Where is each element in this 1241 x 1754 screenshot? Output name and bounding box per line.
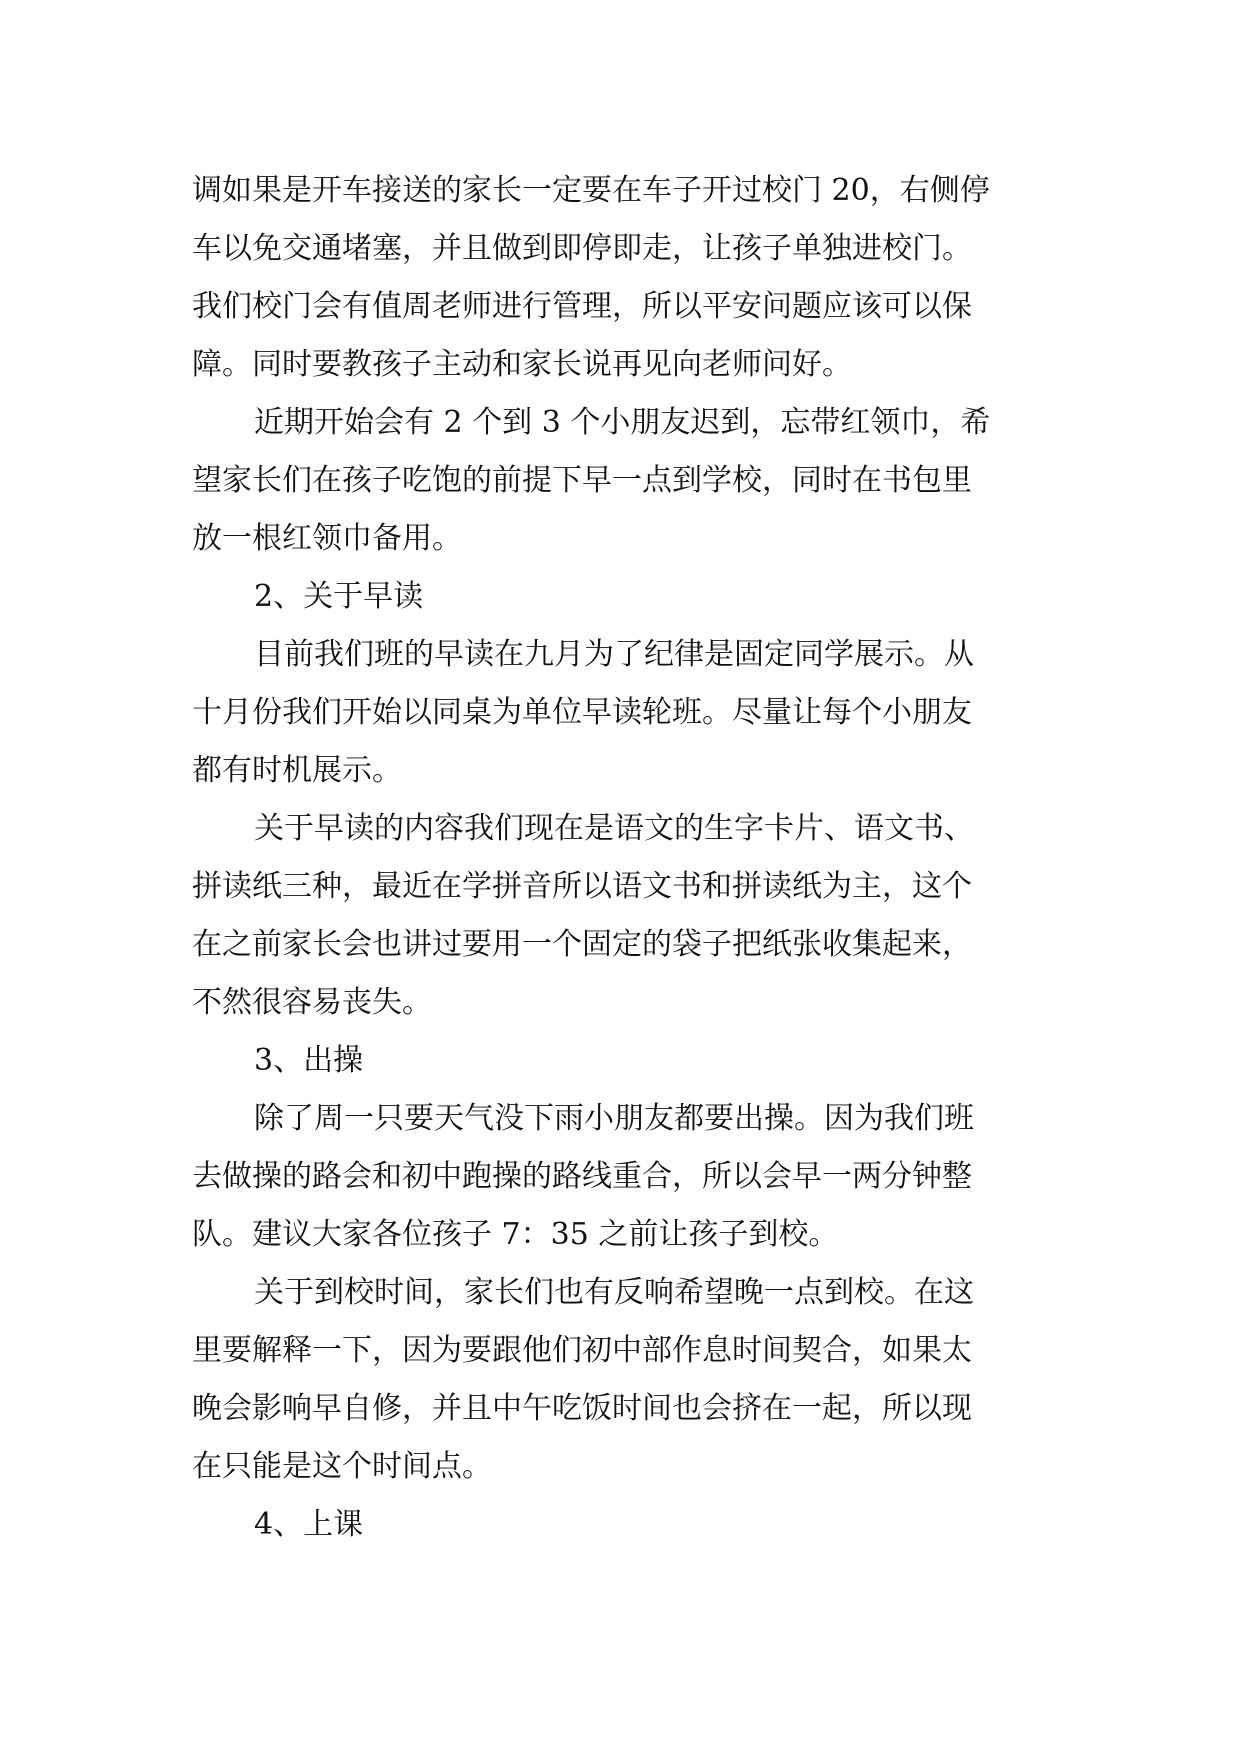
paragraph-arrival-time bbox=[192, 1264, 1062, 1496]
section-heading-exercise bbox=[192, 1032, 1062, 1090]
heading-text: 3、出操 bbox=[254, 1043, 364, 1078]
text-line: 去做操的路会和初中跑操的路线重合，所以会早一两分钟整 bbox=[192, 1159, 972, 1194]
paragraph-exercise bbox=[192, 1090, 1062, 1264]
text-line: 近期开始会有 2 个到 3 个小朋友迟到，忘带红领巾，希 bbox=[254, 405, 991, 440]
heading-text: 4、上课 bbox=[254, 1507, 364, 1542]
paragraph-reading-rotation bbox=[192, 626, 1062, 800]
text-line: 除了周一只要天气没下雨小朋友都要出操。因为我们班 bbox=[254, 1101, 974, 1136]
text-line: 关于到校时间，家长们也有反响希望晚一点到校。在这 bbox=[254, 1275, 974, 1310]
text-line: 在只能是这个时间点。 bbox=[192, 1449, 492, 1484]
paragraph-parking bbox=[192, 162, 1062, 394]
text-line: 晚会影响早自修，并且中午吃饭时间也会挤在一起，所以现 bbox=[192, 1391, 972, 1426]
paragraph-reading-content bbox=[192, 800, 1062, 1032]
text-line: 目前我们班的早读在九月为了纪律是固定同学展示。从 bbox=[254, 637, 974, 672]
text-line: 不然很容易丧失。 bbox=[192, 985, 432, 1020]
text-line: 里要解释一下，因为要跟他们初中部作息时间契合，如果太 bbox=[192, 1333, 972, 1368]
text-line: 在之前家长会也讲过要用一个固定的袋子把纸张收集起来， bbox=[192, 927, 972, 962]
text-line: 都有时机展示。 bbox=[192, 753, 402, 788]
section-heading-class bbox=[192, 1496, 1062, 1554]
text-line: 障。同时要教孩子主动和家长说再见向老师问好。 bbox=[192, 347, 852, 382]
text-line: 调如果是开车接送的家长一定要在车子开过校门 20，右侧停 bbox=[192, 173, 990, 208]
text-line: 车以免交通堵塞，并且做到即停即走，让孩子单独进校门。 bbox=[192, 231, 972, 266]
document-page bbox=[192, 162, 1062, 1554]
section-heading-morning-reading bbox=[192, 568, 1062, 626]
heading-text: 2、关于早读 bbox=[254, 579, 424, 614]
paragraph-lateness bbox=[192, 394, 1062, 568]
text-line: 队。建议大家各位孩子 7：35 之前让孩子到校。 bbox=[192, 1217, 839, 1252]
text-line: 拼读纸三种，最近在学拼音所以语文书和拼读纸为主，这个 bbox=[192, 869, 972, 904]
text-line: 十月份我们开始以同桌为单位早读轮班。尽量让每个小朋友 bbox=[192, 695, 972, 730]
text-line: 放一根红领巾备用。 bbox=[192, 521, 462, 556]
text-line: 望家长们在孩子吃饱的前提下早一点到学校，同时在书包里 bbox=[192, 463, 972, 498]
text-line: 我们校门会有值周老师进行管理，所以平安问题应该可以保 bbox=[192, 289, 972, 324]
text-line: 关于早读的内容我们现在是语文的生字卡片、语文书、 bbox=[254, 811, 974, 846]
